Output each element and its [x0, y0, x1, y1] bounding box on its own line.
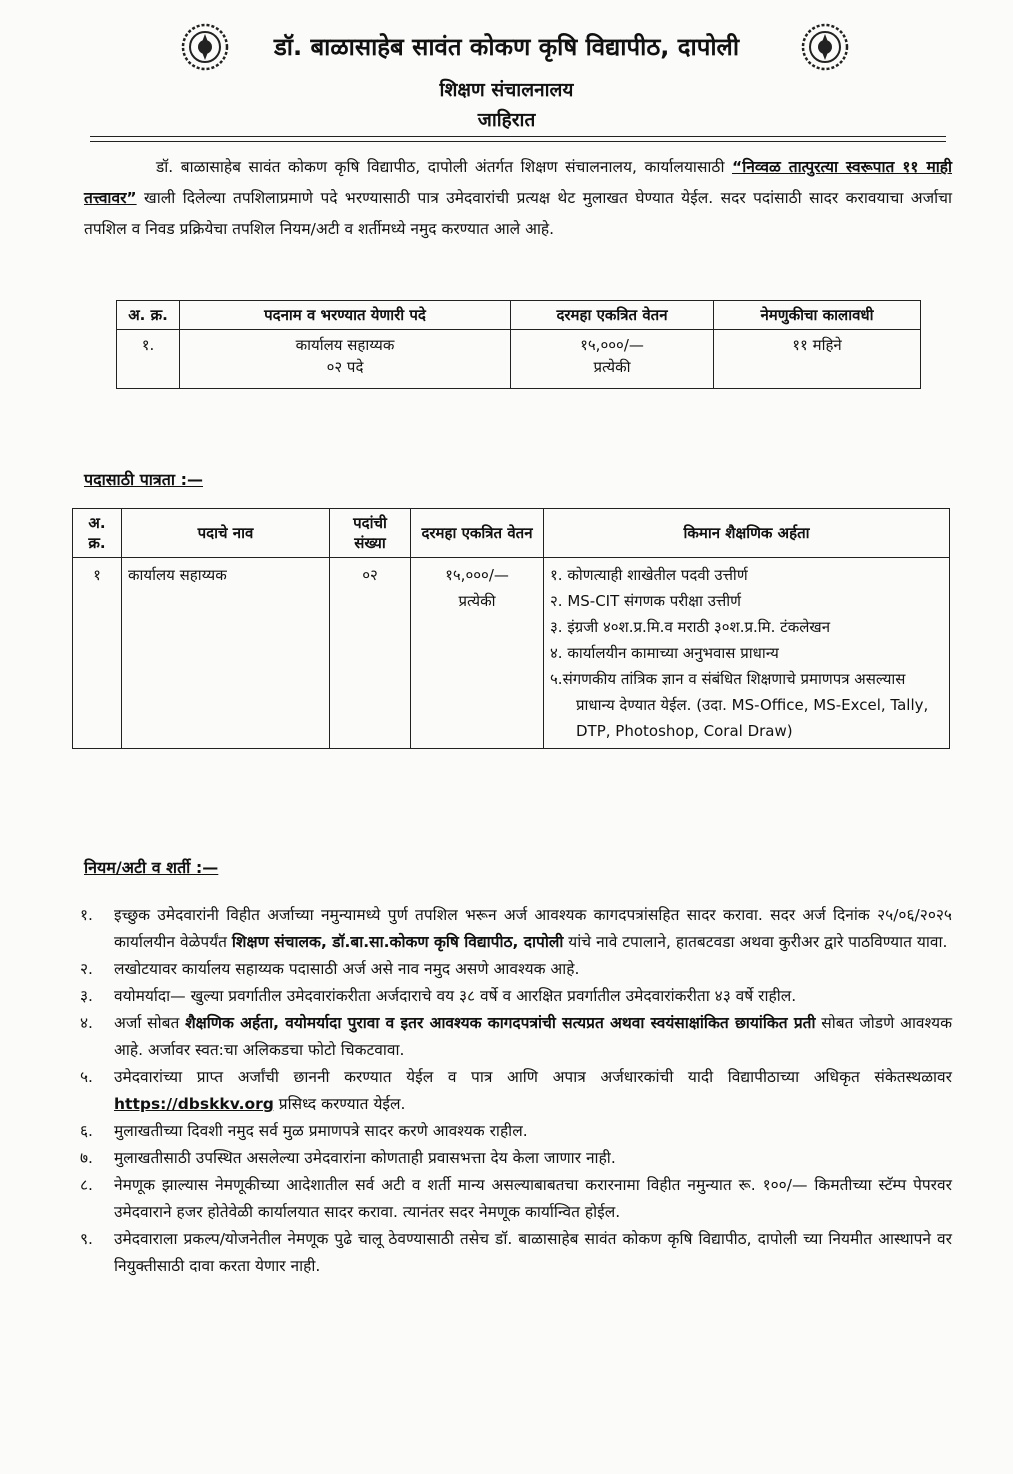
- divider: [90, 136, 946, 137]
- posts-table: [116, 300, 921, 389]
- list-item: १. इच्छुक उमेदवारांनी विहीत अर्जाच्या नमुन्यामध्ये पुर्ण तपशिल भरून अर्ज आवश्यक कागदपत्रांसहित सादर करावा. सदर अर्ज दिनांक २५/०६/२०२५ कार्यालयीन वेळेपर्यंत शिक्षण संचालक, डॉ.बा.सा.कोकण कृषि विद्यापीठ, दापोली यांचे नावे टपालाने, हातबटवडा अथवा कुरीअर द्वारे पाठविण्यात यावा.: [80, 906, 952, 951]
- list-item: ५.संगणकीय तांत्रिक ज्ञान व संबंधित शिक्षणाचे प्रमाणपत्र असल्यास प्राधान्य देण्यात येईल. (उदा. MS-Office, MS-Excel, Tally, DTP, Photoshop, Coral Draw): [550, 670, 929, 740]
- divider: [90, 141, 946, 142]
- qualification-list: [550, 562, 943, 744]
- list-item: १. कोणत्याही शाखेतील पदवी उत्तीर्ण: [550, 566, 748, 584]
- list-item: ४. कार्यालयीन कामाच्या अनुभवास प्राधान्य: [550, 644, 779, 662]
- list-item: ३. इंग्रजी ४०श.प्र.मि.व मराठी ३०श.प्र.मि. टंकलेखन: [550, 618, 831, 636]
- directorate-title: शिक्षण संचालनालय: [439, 79, 574, 101]
- list-item: ९. उमेदवाराला प्रकल्प/योजनेतील नेमणूक पुढे चालू ठेवण्यासाठी तसेच डॉ. बाळासाहेब सावंत कोकण कृषि विद्यापीठ, दापोली च्या नियमीत आस्थापने वर नियुक्तीसाठी दावा करता येणार नाही.: [80, 1230, 952, 1275]
- table-header-row: अ. क्र. पदनाम व भरण्यात येणारी पदे दरमहा एकत्रित वेतन नेमणुकीचा कालावधी: [117, 301, 921, 330]
- table-row: १ कार्यालय सहाय्यक ०२ १५,०००/— प्रत्येकी १. कोणत्याही शाखेतील पदवी उत्तीर्ण २. MS-CIT संगणक परीक्षा उत्तीर्ण ३. इंग्रजी ४०श.प्र.मि.व मराठी ३०श.प्र.मि. टंकलेखन ४. कार्यालयीन कामाच्या अनुभवास प्राधान्य ५.संगणकीय तांत्रिक ज्ञान व संबंधित शिक्षणाचे प्रमाणपत्र असल्यास प्राधान्य देण्यात येईल. (उदा. MS-Office, MS-Excel, Tally, DTP, Photoshop, Coral Draw): [73, 558, 950, 749]
- table-row: १. कार्यालय सहाय्यक ०२ पदे १५,०००/— प्रत्येकी ११ महिने: [117, 330, 921, 389]
- list-item: ६. मुलाखतीच्या दिवशी नमुद सर्व मुळ प्रमाणपत्रे सादर करणे आवश्यक राहील.: [80, 1122, 528, 1140]
- table-header-row: अ. क्र. पदाचे नाव पदांची संख्या दरमहा एकत्रित वेतन किमान शैक्षणिक अर्हता: [73, 509, 950, 558]
- rules-heading: नियम/अटी व शर्ती :—: [84, 858, 219, 877]
- list-item: २. MS-CIT संगणक परीक्षा उत्तीर्ण: [550, 592, 742, 610]
- list-item: ४. अर्जा सोबत शैक्षणिक अर्हता, वयोमर्यादा पुरावा व इतर आवश्यक कागदपत्रांची सत्यप्रत अथवा स्वयंसाक्षांकित छायांकित प्रती सोबत जोडणे आवश्यक आहे. अर्जावर स्वत:चा अलिकडचा फोटो चिकटवावा.: [80, 1014, 953, 1059]
- list-item: २. लखोटयावर कार्यालय सहाय्यक पदासाठी अर्ज असे नाव नमुद असणे आवश्यक आहे.: [80, 960, 580, 978]
- eligibility-heading: पदासाठी पात्रता :—: [84, 470, 203, 489]
- list-item: ५. उमेदवारांच्या प्राप्त अर्जांची छाननी करण्यात येईल व पात्र आणि अपात्र अर्जधारकांची यादी विद्यापीठाच्या अधिकृत संकेतस्थळावर https://dbskkv.org प्रसिध्द करण्यात येईल.: [80, 1068, 952, 1113]
- notice-title: जाहिरात: [477, 109, 536, 131]
- intro-highlight: “निव्वळ तात्पुरत्या स्वरूपात ११ माही तत्त्वावर”: [84, 158, 953, 207]
- rules-list: [80, 902, 952, 1280]
- list-item: ८. नेमणूक झाल्यास नेमणूकीच्या आदेशातील सर्व अटी व शर्ती मान्य असल्याबाबतचा करारनामा विहीत नमुन्यात रू. १००/— किमतीच्या स्टॅम्प पेपरवर उमेदवाराने हजर होतेवेळी कार्यालयात सादर करावा. त्यानंतर सदर नेमणूक कार्यान्वित होईल.: [80, 1176, 952, 1221]
- eligibility-table: [72, 508, 950, 749]
- university-title: डॉ. बाळासाहेब सावंत कोकण कृषि विद्यापीठ, दापोली: [273, 33, 740, 61]
- list-item: ३. वयोमर्यादा— खुल्या प्रवर्गातील उमेदवारांकरीता अर्जदाराचे वय ३८ वर्षे व आरक्षित प्रवर्गातील उमेदवारांकरीता ४३ वर्षे राहील.: [80, 987, 797, 1005]
- list-item: ७. मुलाखतीसाठी उपस्थित असलेल्या उमेदवारांना कोणताही प्रवासभत्ता देय केला जाणार नाही.: [80, 1149, 616, 1167]
- intro-paragraph: डॉ. बाळासाहेब सावंत कोकण कृषि विद्यापीठ, दापोली अंतर्गत शिक्षण संचालनालय, कार्यालयासाठी “निव्वळ तात्पुरत्या स्वरूपात ११ माही तत्त्वावर” खाली दिलेल्या तपशिलाप्रमाणे पदे भरण्यासाठी पात्र उमेदवारांची प्रत्यक्ष थेट मुलाखत घेण्यात येईल. सदर पदांसाठी सादर करावयाचा अर्जाचा तपशिल व निवड प्रक्रियेचा तपशिल नियम/अटी व शर्तीमध्ये नमुद करण्यात आले आहे.: [84, 158, 953, 238]
- website-link[interactable]: https://dbskkv.org: [114, 1095, 274, 1113]
